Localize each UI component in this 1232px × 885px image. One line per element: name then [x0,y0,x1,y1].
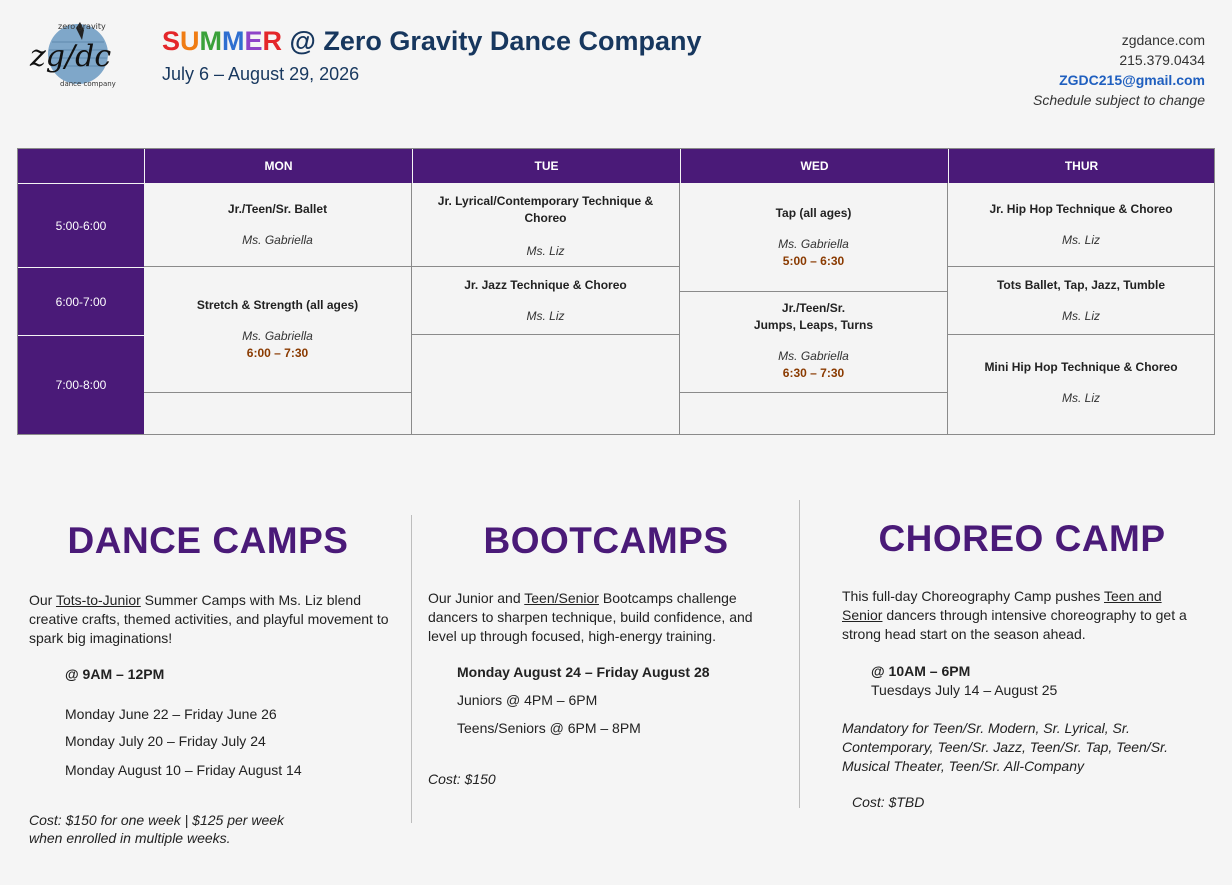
bootcamps-cost: Cost: $150 [428,771,496,787]
title-rainbow-word [162,26,282,57]
session-dates: July 6 – August 29, 2026 [162,64,360,84]
time-slot-6: 6:00-7:00 [18,267,144,335]
class-name: Tots Ballet, Tap, Jazz, Tumble [996,278,1166,292]
class-name: Jr./Teen/Sr. [781,301,846,315]
column-divider [411,515,412,823]
class-teacher: Ms. Liz [526,244,565,258]
email-link[interactable]: ZGDC215@gmail.com [1059,72,1205,88]
class-teacher: Ms. Liz [1061,309,1100,323]
class-time: 5:00 – 6:30 [782,254,845,268]
day-header-wed: WED [680,149,948,183]
empty-cell [412,335,680,434]
bootcamps-heading: BOOTCAMPS [483,520,729,561]
class-cell [412,267,680,335]
class-cell [680,292,948,393]
title-letter: E [244,26,263,56]
bootcamps-teens: Teens/Seniors @ 6PM – 8PM [457,720,641,736]
dance-camps-hours: @ 9AM – 12PM [65,666,165,682]
phone-number: 215.379.0434 [1119,52,1205,68]
choreo-camp-cost: Cost: $TBD [852,794,925,810]
page-title [162,26,701,57]
class-teacher: Ms. Gabriella [778,237,849,251]
class-cell [948,183,1214,267]
class-time: 6:30 – 7:30 [782,366,845,380]
dance-camps-week: Monday August 10 – Friday August 14 [65,762,302,778]
class-time: 6:00 – 7:30 [246,346,309,360]
choreo-camp-hours: @ 10AM – 6PM [871,663,971,679]
class-cell [412,183,680,267]
dance-camps-cost: Cost: $150 for one week | $125 per week [29,812,285,828]
day-header-thur: THUR [948,149,1214,183]
logo-top-text: zero gravity [58,22,106,31]
choreo-camp-description: This full-day Choreography Camp pushes Teen and Senior dancers through intensive choreography to get a strong head start on the season ahead. [842,588,1187,642]
company-logo [24,20,142,88]
bootcamps-dates: Monday August 24 – Friday August 28 [457,664,710,680]
title-letter: R [262,26,283,56]
weekly-schedule-table [17,148,1215,435]
choreo-camp-heading: CHOREO CAMP [878,518,1166,559]
choreo-camp-mandatory: Mandatory for Teen/Sr. Modern, Sr. Lyrical, Sr. Contemporary, Teen/Sr. Jazz, Teen/Sr. Tap, Teen/Sr. Musical Theater, Teen/Sr. All-Company [842,720,1169,774]
class-name: Jr./Teen/Sr. Ballet [227,202,328,216]
logo-text: zg/dc [30,39,112,74]
bootcamps-juniors: Juniors @ 4PM – 6PM [457,692,598,708]
dance-camps-cost-note: when enrolled in multiple weeks. [29,830,231,846]
class-teacher: Ms. Liz [1061,233,1100,247]
class-cell [144,183,412,267]
website-link[interactable]: zgdance.com [1121,32,1205,48]
class-name: Stretch & Strength (all ages) [196,298,359,312]
title-letter: M [222,26,245,56]
title-letter: M [199,26,223,56]
class-teacher: Ms. Gabriella [778,349,849,363]
dance-camps-week: Monday July 20 – Friday July 24 [65,733,266,749]
class-teacher: Ms. Liz [526,309,565,323]
dance-camps-description: Our Tots-to-Junior Summer Camps with Ms. Liz blend creative crafts, themed activities, and playful movement to spark big imaginations! [29,592,389,646]
choreo-camp-dates: Tuesdays July 14 – August 25 [871,682,1058,698]
class-name: Mini Hip Hop Technique & Choreo [984,360,1178,374]
class-name: Jr. Hip Hop Technique & Choreo [989,202,1173,216]
class-cell [144,267,412,393]
class-teacher: Ms. Gabriella [242,233,313,247]
logo-bottom-text: dance company [60,80,116,88]
empty-cell [680,393,948,434]
time-slot-7: 7:00-8:00 [18,335,144,434]
class-name: Tap (all ages) [775,206,852,220]
title-letter: S [162,26,181,56]
title-letter: U [180,26,200,56]
class-cell [948,267,1214,335]
contact-block [1033,30,1205,110]
class-name: Jr. Lyrical/Contemporary Technique & Choreo [437,194,654,225]
time-slot-5: 5:00-6:00 [18,183,144,267]
title-rest: @ Zero Gravity Dance Company [282,26,702,56]
bootcamps-description: Our Junior and Teen/Senior Bootcamps challenge dancers to sharpen technique, build confidence, and level up through focused, high-energy training. [428,590,753,644]
column-divider [799,500,800,808]
empty-cell [144,393,412,434]
class-teacher: Ms. Liz [1061,391,1100,405]
dance-camps-week: Monday June 22 – Friday June 26 [65,706,277,722]
day-header-tue: TUE [412,149,680,183]
class-cell [948,335,1214,434]
class-teacher: Ms. Gabriella [242,329,313,343]
header-corner [18,149,144,183]
class-cell [680,183,948,292]
class-name-line2: Jumps, Leaps, Turns [753,318,874,332]
dance-camps-heading: DANCE CAMPS [67,520,349,561]
schedule-note: Schedule subject to change [1032,92,1205,108]
class-name: Jr. Jazz Technique & Choreo [464,278,627,292]
day-header-mon: MON [144,149,412,183]
